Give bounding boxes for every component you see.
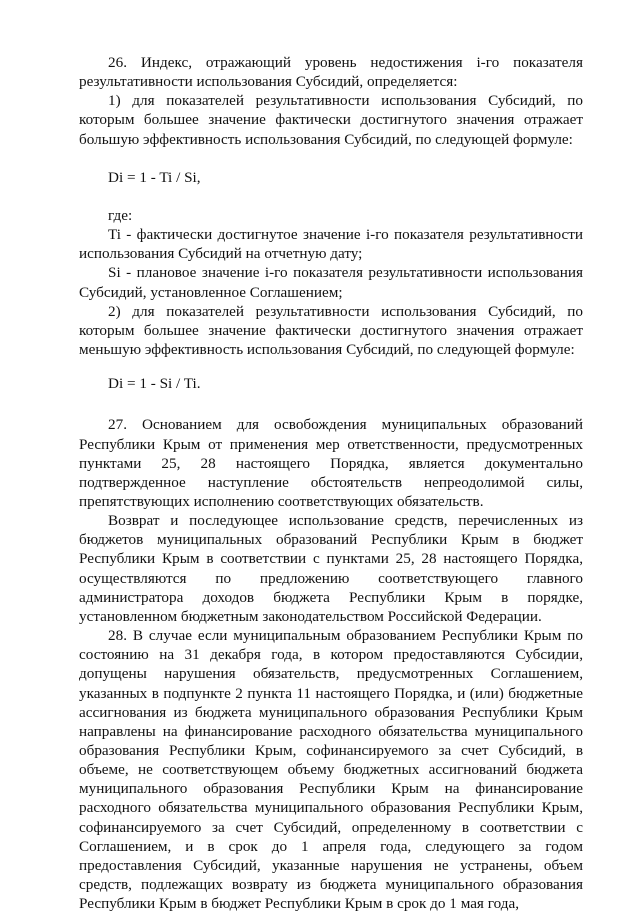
spacer — [79, 359, 583, 374]
spacer — [79, 393, 583, 415]
spacer — [79, 187, 583, 206]
paragraph-26-item-1: 1) для показателей результативности использования Субсидий, по которым большее значение фактически достигнутого значения отражает большую эффективность использования Субсидий, по следующей формуле: — [79, 92, 583, 148]
paragraph-26-intro: 26. Индекс, отражающий уровень недостижения i-го показателя результативности использования Субсидий, определяется: — [79, 54, 583, 91]
formula-1: Di = 1 - Ti / Si, — [108, 168, 201, 186]
where-label: где: — [108, 206, 133, 224]
paragraph-27: 27. Основанием для освобождения муниципальных образований Республики Крым от применения мер ответственности, предусмотренных пунктами 25, 28 настоящего Порядка, является документально подтвержденное наступление обстоятельств непреодолимой силы, препятствующих исполнению соответствующих обязательств. — [79, 416, 583, 510]
paragraph-28: 28. В случае если муниципальным образованием Республики Крым по состоянию на 31 декабря года, в котором предоставляются Субсидии, допущены нарушения обязательств, предусмотренных Соглашением, указанных в подпункте 2 пункта 11 настоящего Порядка, и (или) бюджетные ассигнования из бюджета муниципального образования Республики Крым направлены на финансирование расходного обязательства муниципального образования Республики Крым, софинансируемого за счет Субсидий, в объеме, не соответствующем объему бюджетных ассигнований бюджета муниципального образования Республики Крым на финансирование расходного обязательства муниципального образования Республики Крым, софинансируемого за счет Субсидий, определенному в соответствии с Соглашением, и в срок до 1 апреля года, следующего за годом предоставления Субсидий, указанные нарушения не устранены, объем средств, подлежащих возврату из бюджета муниципального образования Республики Крым в бюджет Республики Крым в срок до 1 мая года, — [79, 627, 583, 913]
paragraph-27-refund: Возврат и последующее использование средств, перечисленных из бюджетов муниципальных образований Республики Крым в бюджет Республики Крым в соответствии с пунктами 25, 28 настоящего Порядка, осуществляются по предложению соответствующего главного администратора доходов бюджета Республики Крым в порядке, установленном бюджетным законодательством Российской Федерации. — [79, 512, 583, 625]
formula-2: Di = 1 - Si / Ti. — [108, 375, 201, 393]
ti-definition: Ti - фактически достигнутое значение i-го показателя результативности использования Субсидий на отчетную дату; — [79, 226, 583, 263]
paragraph-26-item-2: 2) для показателей результативности использования Субсидий, по которым большее значение фактически достигнутого значения отражает меньшую эффективность использования Субсидий, по следующей формуле: — [79, 302, 583, 359]
spacer — [79, 149, 583, 168]
si-definition: Si - плановое значение i-го показателя результативности использования Субсидий, установленное Соглашением; — [79, 264, 583, 301]
